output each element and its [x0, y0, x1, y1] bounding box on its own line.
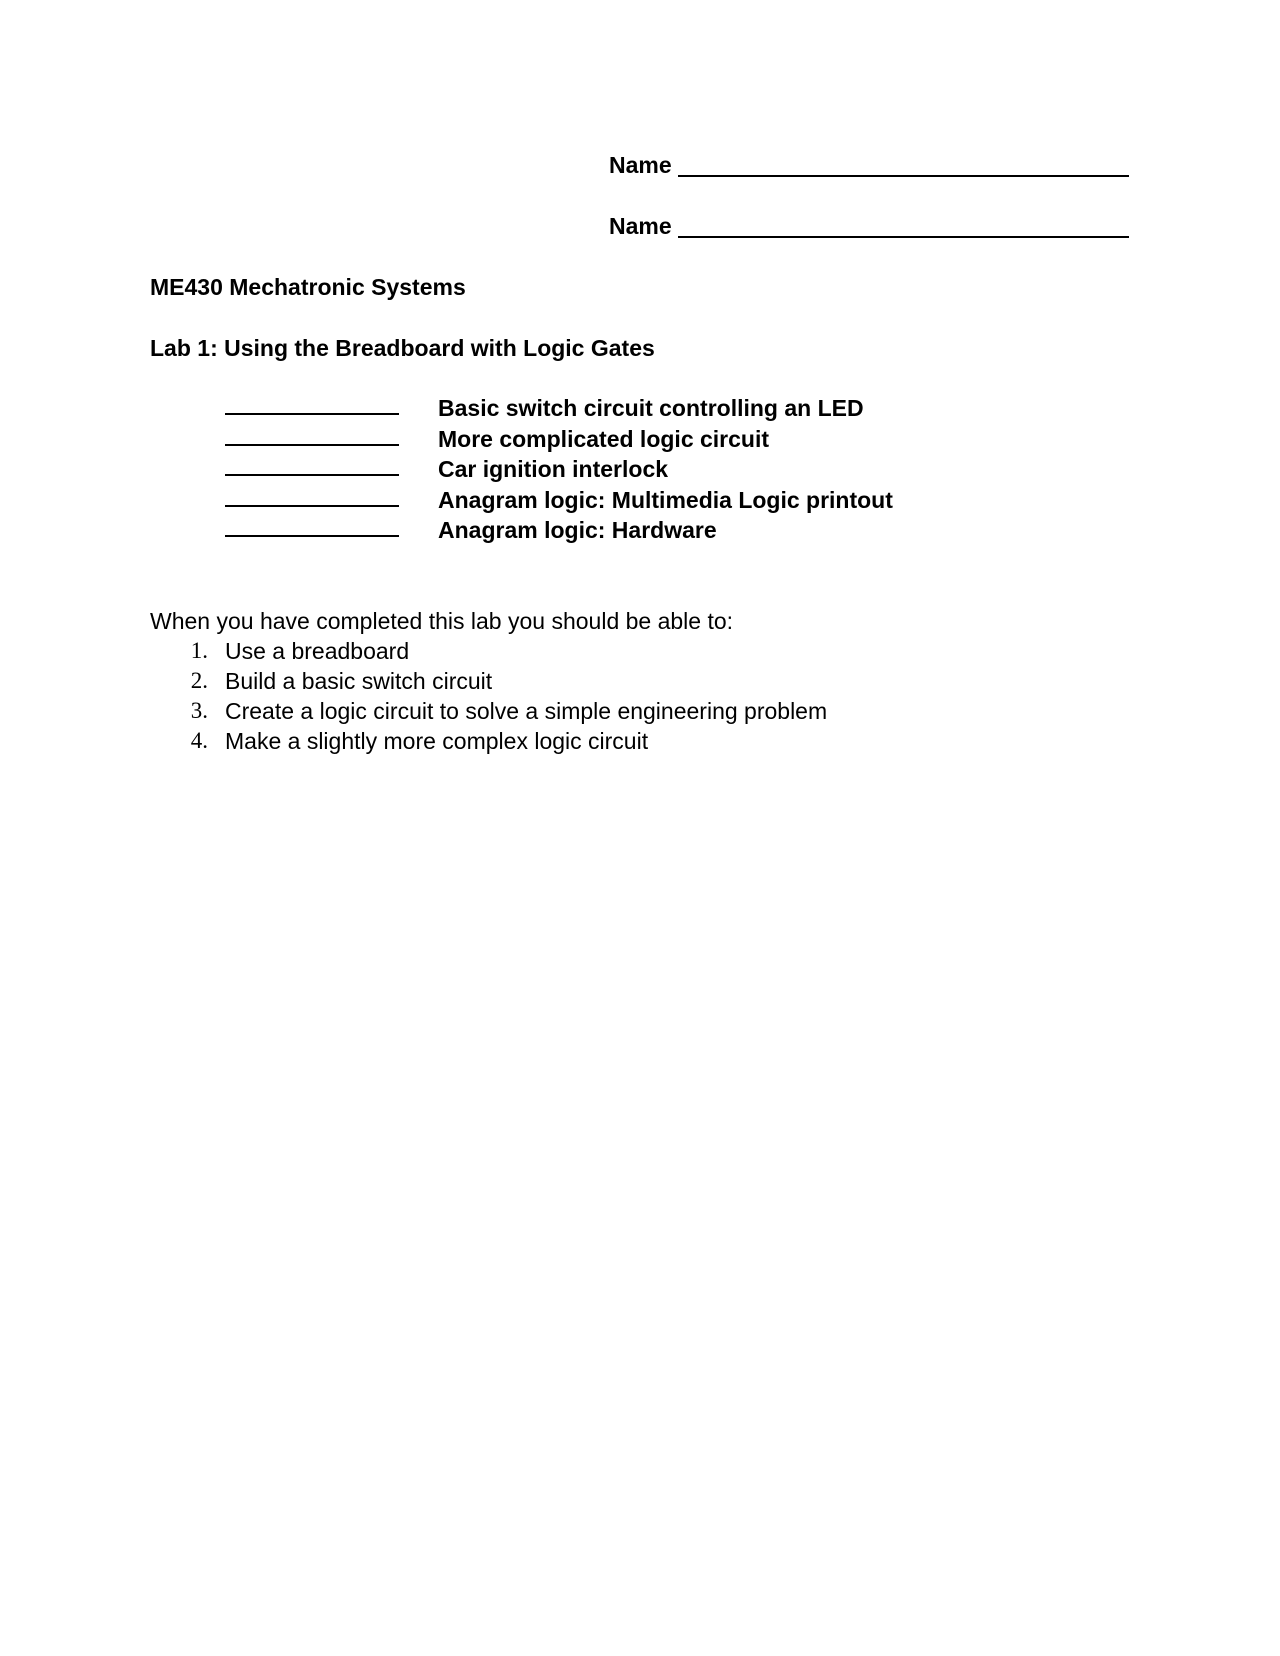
objective-number: 1. [190, 638, 208, 663]
objective-number: 3. [190, 698, 208, 723]
objective-item [150, 726, 827, 756]
objective-text: Build a basic switch circuit [225, 668, 493, 694]
checklist-item [225, 485, 893, 516]
name-blank-2[interactable] [678, 214, 1129, 238]
checklist-task-label: Basic switch circuit controlling an LED [438, 395, 864, 422]
score-blank[interactable] [225, 515, 399, 537]
score-blank[interactable] [225, 485, 399, 507]
objectives-intro: When you have completed this lab you should be able to: [150, 608, 734, 634]
name-label: Name [609, 152, 672, 178]
objective-item [150, 696, 827, 726]
checklist-task-label: Car ignition interlock [438, 456, 669, 483]
course-title: ME430 Mechatronic Systems [150, 274, 466, 300]
objective-item [150, 636, 827, 666]
objective-text: Create a logic circuit to solve a simple engineering problem [225, 698, 828, 724]
score-blank[interactable] [225, 454, 399, 476]
score-blank[interactable] [225, 393, 399, 415]
name-field-1 [609, 150, 1129, 180]
score-blank[interactable] [225, 424, 399, 446]
objective-item [150, 666, 827, 696]
name-field-2 [609, 211, 1129, 241]
name-blank-1[interactable] [678, 153, 1129, 177]
checklist-item [225, 454, 893, 485]
lab-title: Lab 1: Using the Breadboard with Logic Gates [150, 335, 655, 361]
objective-number: 4. [190, 728, 208, 753]
objective-number: 2. [190, 668, 208, 693]
objectives-list [150, 636, 827, 756]
objective-text: Use a breadboard [225, 638, 410, 664]
checklist-item [225, 515, 893, 546]
name-label: Name [609, 213, 672, 239]
checklist-item [225, 424, 893, 455]
checklist-task-label: More complicated logic circuit [438, 425, 770, 452]
task-checklist [225, 393, 893, 546]
checklist-task-label: Anagram logic: Hardware [438, 517, 717, 544]
objective-text: Make a slightly more complex logic circuit [225, 728, 649, 754]
checklist-item [225, 393, 893, 424]
checklist-task-label: Anagram logic: Multimedia Logic printout [438, 486, 893, 513]
